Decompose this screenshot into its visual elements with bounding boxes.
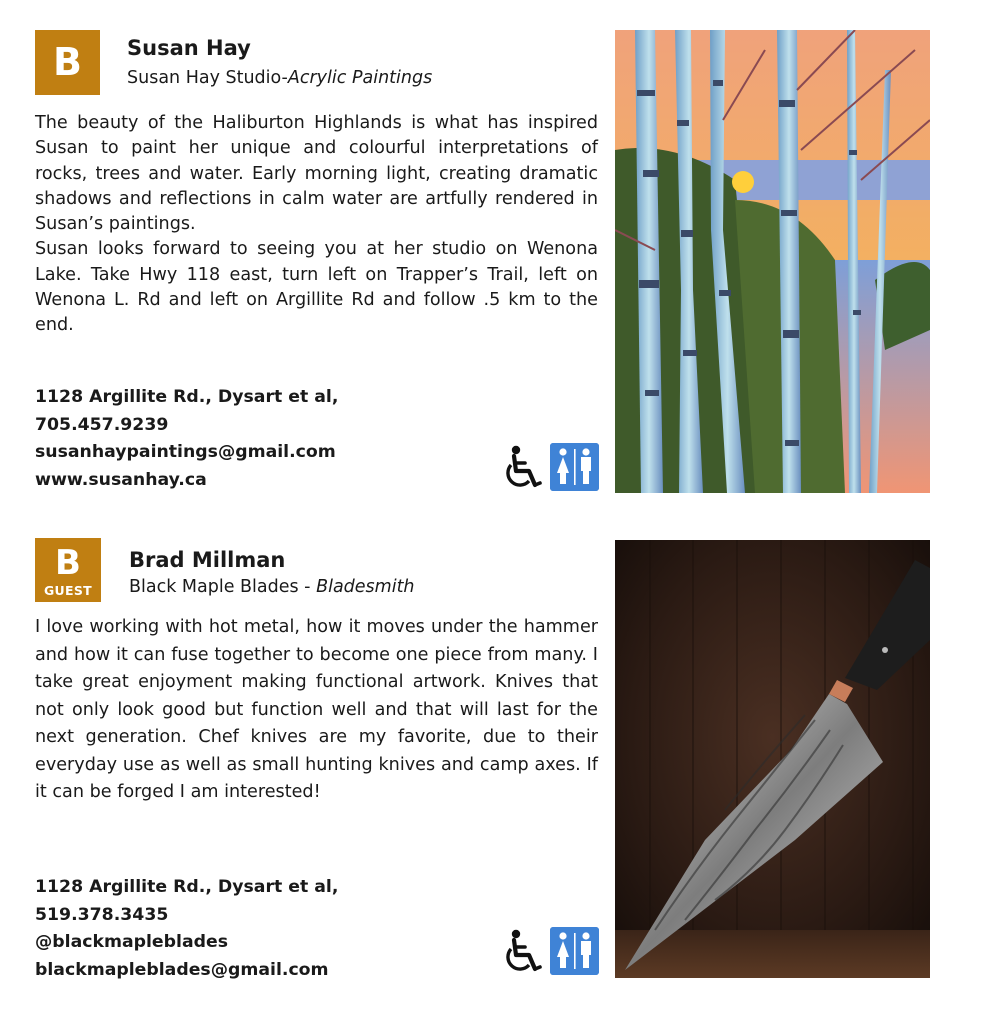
studio-discipline: Acrylic Paintings [287, 68, 433, 88]
guest-tag: GUEST [44, 583, 92, 598]
artist-name: Susan Hay [127, 36, 251, 60]
phone: 519.378.3435 [35, 904, 169, 925]
artist-entry-brad-millman [0, 505, 988, 1023]
description-paragraph: Susan looks forward to seeing you at her studio on Wenona Lake. Take Hwy 118 east, turn left on Trapper’s Trail, left on Wenona L. Rd and left on Argillite Rd and follow .5 km to the end. [35, 239, 598, 336]
artist-description [35, 614, 598, 807]
phone: 705.457.9239 [35, 414, 169, 435]
artwork-photo-birch-trees [615, 30, 930, 493]
contact-block [35, 874, 338, 984]
studio-name: Susan Hay Studio- [127, 68, 288, 88]
studio-line [127, 70, 432, 88]
painting-image [615, 30, 930, 493]
description-paragraph: The beauty of the Haliburton Highlands is what has inspired Susan to paint her unique and colourful interpretations of rocks, trees and water. Early morning light, creating dramatic shadows and reflections in calm water are artfully rendered in Susan’s paintings. [35, 113, 598, 235]
amenity-icons [503, 927, 599, 977]
restroom-icon [550, 927, 599, 975]
wheelchair-icon [503, 445, 543, 491]
studio-line [129, 579, 415, 597]
artist-name: Brad Millman [129, 548, 286, 572]
studio-badge [35, 538, 101, 602]
restroom-icon [550, 443, 599, 491]
website: www.susanhay.ca [35, 469, 207, 490]
artist-description [35, 111, 598, 339]
artwork-photo-damascus-knife [615, 540, 930, 978]
email: blackmapleblades@gmail.com [35, 959, 329, 980]
description-paragraph: I love working with hot metal, how it moves under the hammer and how it can fuse together to become one piece from many. I take great enjoyment making functional artwork. Knives that not only look good but function well and that will last for the next generation. Chef knives are my favorite, due to their everyday use as well as small hunting knives and camp axes. If it can be forged I am interested! [35, 617, 598, 802]
knife-image [615, 540, 930, 978]
address: 1128 Argillite Rd., Dysart et al, [35, 387, 339, 407]
studio-badge [35, 30, 100, 95]
wheelchair-icon [503, 929, 543, 975]
email: susanhaypaintings@gmail.com [35, 442, 336, 462]
artist-entry-susan-hay [0, 0, 988, 505]
studio-discipline: Bladesmith [316, 577, 415, 597]
social-handle: @blackmapleblades [35, 932, 228, 952]
badge-letter: B [53, 40, 82, 84]
address: 1128 Argillite Rd., Dysart et al, [35, 877, 339, 897]
badge-letter: B [55, 543, 81, 583]
studio-name: Black Maple Blades - [129, 577, 311, 597]
contact-block [35, 384, 338, 494]
amenity-icons [503, 443, 599, 493]
